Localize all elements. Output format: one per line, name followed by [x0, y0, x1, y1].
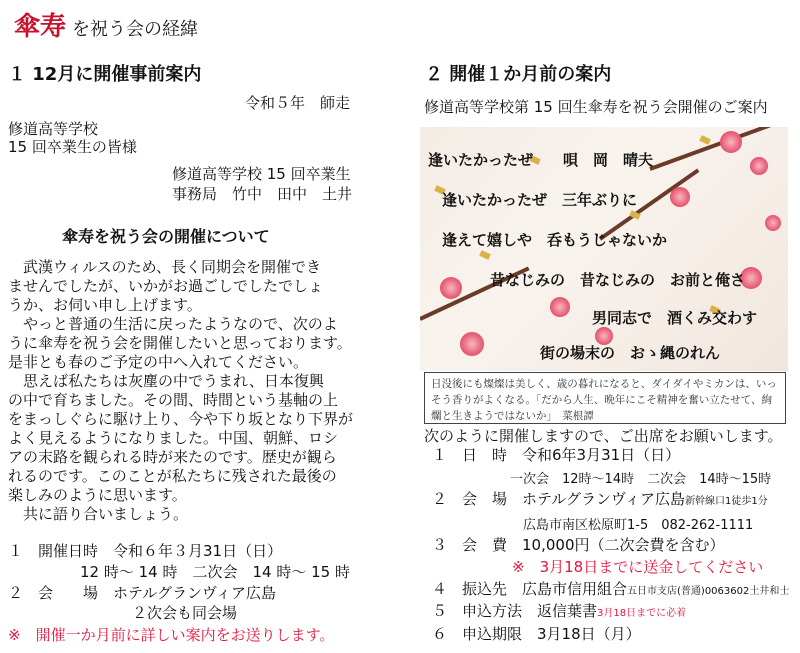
right-fee-note: ※ 3月18日までに送金してください	[512, 558, 764, 576]
right-item-method	[432, 602, 686, 623]
venue-access: 新幹線口1徒歩1分	[685, 496, 768, 507]
body-line: 是非とも春のご予定の中へ入れてください。	[8, 353, 309, 371]
addressee-school: 修道高等学校	[8, 120, 99, 138]
venue-text: ２ 会 場 ホテルグランヴィア広島	[432, 490, 686, 508]
body-line: よく見えるようになりました。中国、朝鮮、ロシ	[8, 429, 339, 447]
poem-line: 昔なじみの 昔なじみの お前と俺さ	[490, 271, 746, 289]
sender-line2: 事務局 竹中 田中 土井	[172, 185, 353, 203]
date-line: 令和５年 師走	[245, 94, 351, 112]
right-item-deadline: ６ 申込期限 3月18日（月）	[432, 625, 641, 643]
poem-line: 逢いたかったぜ 唄 岡 晴夫	[428, 151, 654, 169]
sanju-logo: 傘寿	[14, 12, 67, 42]
quote-box: 日没後にも燦燦は美しく、歳の暮れになると、ダイダイやミカンは、いっそう香りがよくなる。「だから人生、晩年にこそ精神を奮い立たせて、絢爛と生きようではないか」 菜根譚	[424, 372, 786, 424]
method-text: ５ 申込方法 返信葉書	[432, 602, 598, 620]
right-item-bank	[432, 580, 789, 601]
gold-leaf	[699, 135, 711, 145]
body-line: うに傘寿を祝う会を開催したいと思っております。	[8, 334, 352, 352]
gold-leaf	[479, 250, 491, 260]
title-text: を祝う会の経緯	[72, 19, 199, 40]
plum-blossom	[550, 297, 570, 317]
body-line: 楽しみのように思います。	[8, 486, 187, 504]
body-line: 思えば私たちは灰塵の中でうまれ、日本復興	[8, 372, 324, 390]
poem-line: 逢えて嬉しや 呑もうじゃないか	[442, 231, 668, 249]
bank-text: ４ 振込先 広島市信用組合	[432, 580, 628, 598]
page-title	[14, 6, 198, 43]
letter-body	[8, 258, 353, 524]
right-item-fee: ３ 会 費 10,000円（二次会費を含む）	[432, 536, 725, 554]
body-line: ませんでしたが、いかがお過ごしでしたでしょ	[8, 277, 324, 295]
item-venue-sub: ２次会も同会場	[132, 604, 238, 622]
left-subheading: 傘寿を祝う会の開催について	[62, 227, 270, 246]
method-deadline: 3月18日までに必着	[597, 608, 687, 619]
left-heading: １ 12月に開催事前案内	[8, 64, 202, 85]
item-datetime-hours: 12 時～ 14 時 二次会 14 時～ 15 時	[80, 563, 350, 581]
body-line: をまっしぐらに駆け上り、今や下り坂となり下界が	[8, 410, 354, 428]
item-datetime: １ 開催日時 令和６年３月31日（日）	[8, 542, 283, 560]
right-item-venue-address: 広島市南区松原町1-5 082-262-1111	[523, 518, 754, 533]
addressee-class: 15 回卒業生の皆様	[8, 138, 137, 156]
poem-line: 男同志で 酒くみ交わす	[592, 309, 758, 327]
right-intro: 次のように開催しますので、ご出席をお願いします。	[424, 427, 783, 445]
body-line: 武漢ウィルスのため、長く同期会を開催でき	[8, 258, 322, 276]
plum-blossom	[750, 157, 768, 175]
plum-blossom	[765, 215, 781, 231]
left-note: ※ 開催一か月前に詳しい案内をお送りします。	[8, 626, 335, 644]
body-line: の中で育ちました。その間、時間という基軸の上	[8, 391, 339, 409]
right-item-datetime: １ 日 時 令和6年3月31日（日）	[432, 446, 681, 464]
sender-line1: 修道高等学校 15 回卒業生	[172, 165, 351, 183]
poem-line: 街の場末の おゝ縄のれん	[540, 344, 721, 362]
body-line: 共に語り合いましょう。	[8, 505, 189, 523]
body-line: れるのです。このことが私たちに残された最後の	[8, 467, 337, 485]
right-item-datetime-sub: 一次会 12時～14時 二次会 14時～15時	[510, 472, 772, 487]
plum-blossom	[670, 187, 690, 207]
item-venue: ２ 会 場 ホテルグランヴィア広島	[8, 584, 277, 602]
right-item-venue	[432, 490, 768, 511]
bank-detail: 五日市支店(普通)0063602土井和士	[627, 586, 790, 597]
body-line: アの末路を観られる時が来たのです。歴史が観ら	[8, 448, 337, 466]
right-subheading: 修道高等学校第 15 回生傘寿を祝う会開催のご案内	[424, 98, 768, 116]
right-heading: ２ 開催１か月前の案内	[425, 64, 612, 85]
poem-poster	[420, 127, 788, 371]
body-line: やっと普通の生活に戻ったようなので、次のよ	[8, 315, 338, 333]
body-line: うか、お伺い申し上げます。	[8, 296, 202, 314]
plum-blossom	[460, 332, 484, 356]
plum-blossom	[440, 277, 462, 299]
plum-blossom	[720, 131, 742, 153]
poem-line: 逢いたかったぜ 三年ぶりに	[442, 191, 638, 209]
